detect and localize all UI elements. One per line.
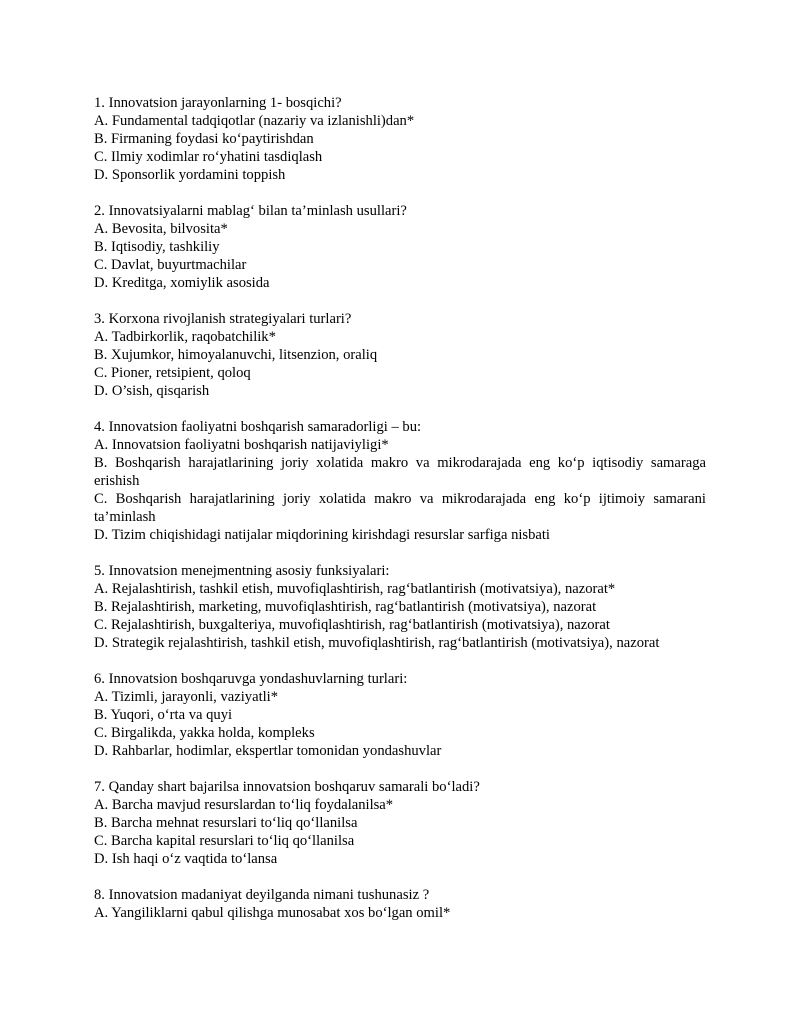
question-text: 4. Innovatsion faoliyatni boshqarish samaradorligi – bu: <box>94 419 422 435</box>
answer-option: D. Tizim chiqishidagi natijalar miqdorining kirishdagi resurslar sarfiga nisbati <box>94 527 550 543</box>
answer-option: B. Yuqori, o‘rta va quyi <box>94 707 233 723</box>
answer-option: D. Sponsorlik yordamini toppish <box>94 167 286 183</box>
answer-option: B. Barcha mehnat resurslari to‘liq qo‘llanilsa <box>94 815 358 831</box>
answer-option: B. Iqtisodiy, tashkiliy <box>94 239 220 255</box>
question-text: 3. Korxona rivojlanish strategiyalari turlari? <box>94 311 352 327</box>
question-2 <box>94 202 706 292</box>
answer-option: D. Kreditga, xomiylik asosida <box>94 275 270 291</box>
question-text: 6. Innovatsion boshqaruvga yondashuvlarning turlari: <box>94 671 408 687</box>
question-text: 7. Qanday shart bajarilsa innovatsion boshqaruv samarali bo‘ladi? <box>94 779 480 795</box>
question-5 <box>94 562 706 652</box>
answer-option: C. Birgalikda, yakka holda, kompleks <box>94 725 315 741</box>
answer-option: A. Tadbirkorlik, raqobatchilik* <box>94 329 276 345</box>
question-text: 2. Innovatsiyalarni mablag‘ bilan ta’minlash usullari? <box>94 203 407 219</box>
answer-option: B. Xujumkor, himoyalanuvchi, litsenzion, oraliq <box>94 347 378 363</box>
answer-option: A. Barcha mavjud resurslardan to‘liq foydalanilsa* <box>94 797 394 813</box>
answer-option: C. Davlat, buyurtmachilar <box>94 257 247 273</box>
question-3 <box>94 310 706 400</box>
answer-option: B. Boshqarish harajatlarining joriy xolatida makro va mikrodarajada eng ko‘p iqtisodiy samaraga erishish <box>94 455 706 489</box>
answer-option: C. Rejalashtirish, buxgalteriya, muvofiqlashtirish, rag‘batlantirish (motivatsiya), nazorat <box>94 617 610 633</box>
answer-option: A. Yangiliklarni qabul qilishga munosabat xos bo‘lgan omil* <box>94 905 451 921</box>
question-text: 1. Innovatsion jarayonlarning 1- bosqichi? <box>94 95 342 111</box>
question-text: 8. Innovatsion madaniyat deyilganda nimani tushunasiz ? <box>94 887 430 903</box>
answer-option: C. Ilmiy xodimlar ro‘yhatini tasdiqlash <box>94 149 323 165</box>
answer-option: D. O’sish, qisqarish <box>94 383 210 399</box>
answer-option: C. Boshqarish harajatlarining joriy xolatida makro va mikrodarajada eng ko‘p ijtimoiy samarani ta’minlash <box>94 491 706 525</box>
answer-option: D. Rahbarlar, hodimlar, ekspertlar tomonidan yondashuvlar <box>94 743 442 759</box>
question-4 <box>94 418 706 544</box>
answer-option: C. Pioner, retsipient, qoloq <box>94 365 251 381</box>
answer-option: B. Rejalashtirish, marketing, muvofiqlashtirish, rag‘batlantirish (motivatsiya), nazorat <box>94 599 597 615</box>
answer-option: D. Strategik rejalashtirish, tashkil etish, muvofiqlashtirish, rag‘batlantirish (motivatsiya), nazorat <box>94 635 660 651</box>
answer-option: A. Bevosita, bilvosita* <box>94 221 228 237</box>
answer-option: C. Barcha kapital resurslari to‘liq qo‘llanilsa <box>94 833 355 849</box>
question-7 <box>94 778 706 868</box>
answer-option: D. Ish haqi o‘z vaqtida to‘lansa <box>94 851 278 867</box>
answer-option: A. Innovatsion faoliyatni boshqarish natijaviyligi* <box>94 437 389 453</box>
answer-option: A. Fundamental tadqiqotlar (nazariy va izlanishli)dan* <box>94 113 415 129</box>
answer-option: A. Tizimli, jarayonli, vaziyatli* <box>94 689 279 705</box>
question-8 <box>94 886 706 922</box>
question-text: 5. Innovatsion menejmentning asosiy funksiyalari: <box>94 563 390 579</box>
answer-option: B. Firmaning foydasi ko‘paytirishdan <box>94 131 314 147</box>
question-1 <box>94 94 706 184</box>
answer-option: A. Rejalashtirish, tashkil etish, muvofiqlashtirish, rag‘batlantirish (motivatsiya), nazorat* <box>94 581 616 597</box>
question-6 <box>94 670 706 760</box>
